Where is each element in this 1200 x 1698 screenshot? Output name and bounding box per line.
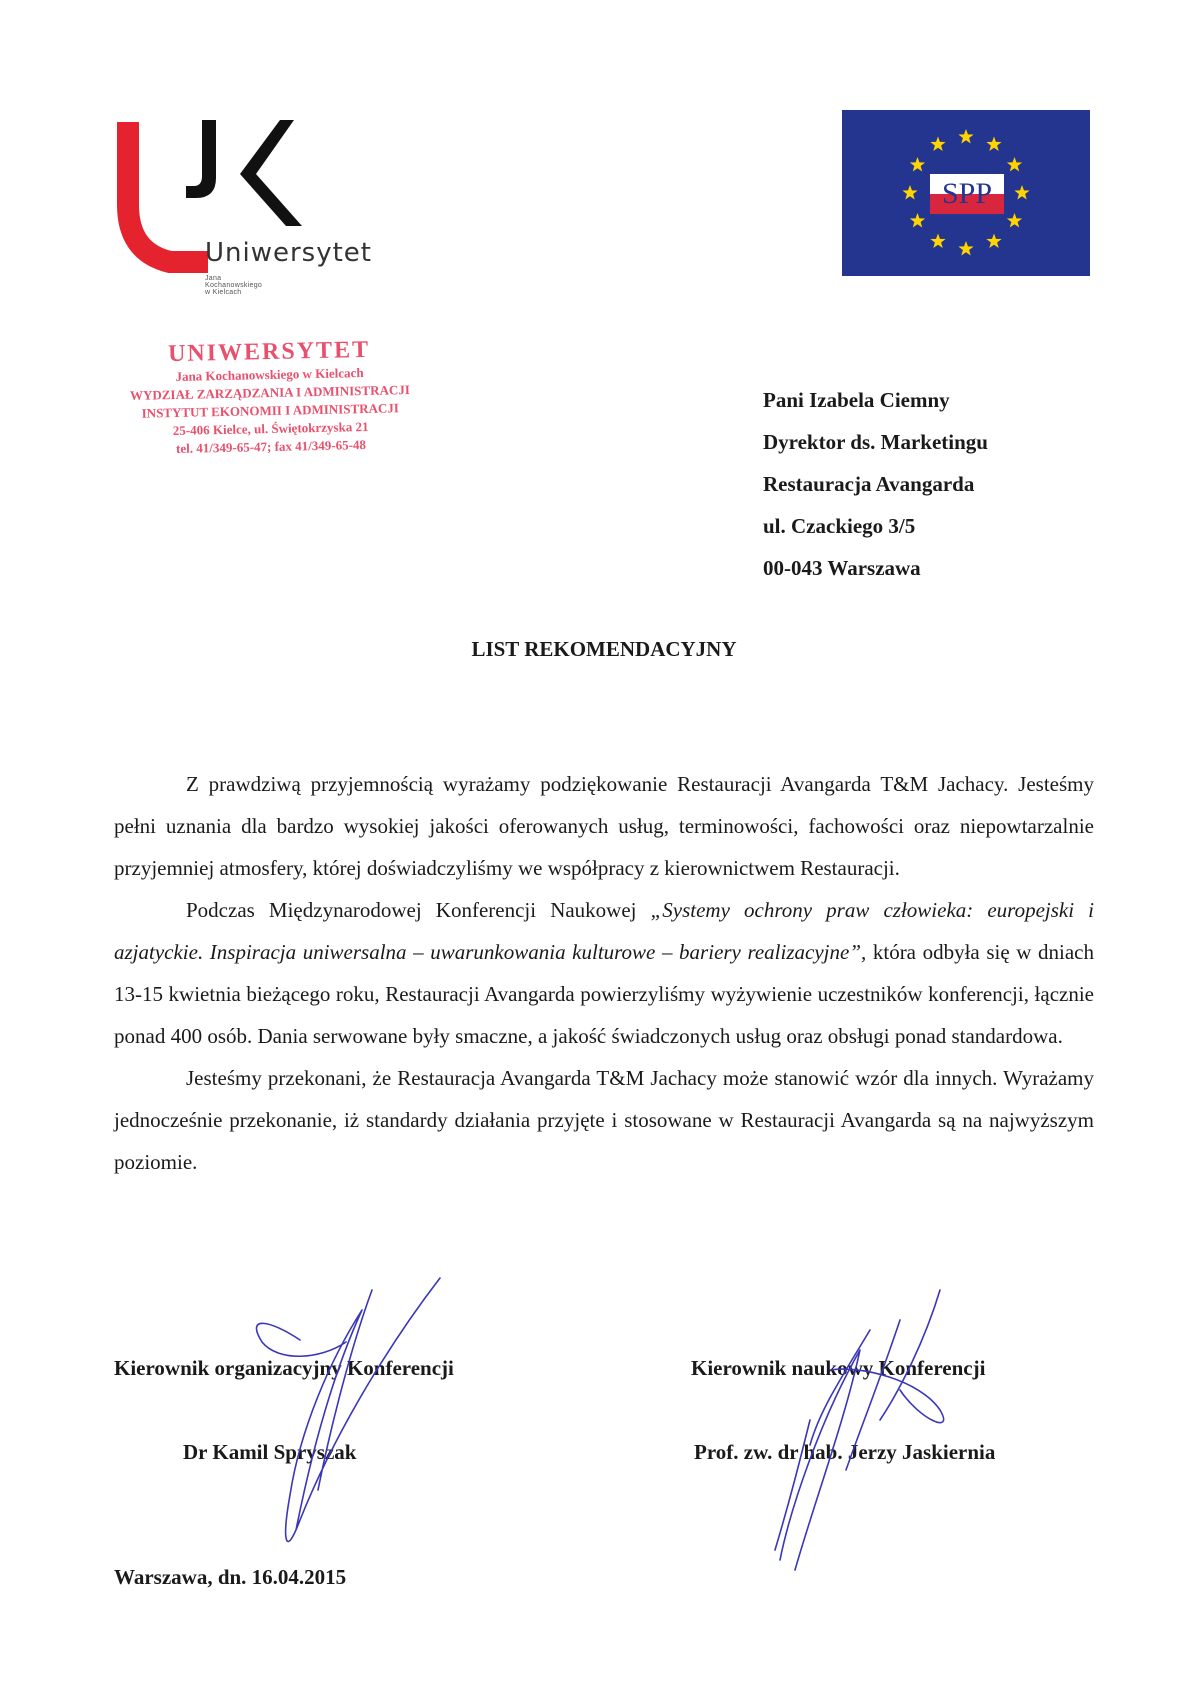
addressee-street: ul. Czackiego 3/5 bbox=[763, 514, 916, 538]
right-signatory-role: Kierownik naukowy Konferencji bbox=[691, 1356, 986, 1380]
addressee-name: Pani Izabela Ciemny bbox=[763, 388, 950, 412]
letter-heading: LIST REKOMENDACYJNY bbox=[471, 637, 737, 661]
stamp-line: INSTYTUT EKONOMII I ADMINISTRACJI bbox=[141, 400, 400, 421]
letter-body bbox=[114, 763, 1094, 1183]
conference-title: „Systemy ochrony praw człowieka: europejski i azjatyckie. Inspiracja uniwersalna – uwarunkowania kulturowe – bariery realizacyjne”, bbox=[114, 898, 1094, 964]
paragraph-2-intro: Podczas Międzynarodowej Konferencji Naukowej bbox=[186, 898, 651, 922]
paragraph-2 bbox=[114, 889, 1094, 1057]
university-stamp bbox=[99, 334, 441, 459]
place-date: Warszawa, dn. 16.04.2015 bbox=[114, 1565, 347, 1589]
spp-eu-flag bbox=[842, 110, 1090, 276]
spp-label: SPP bbox=[941, 177, 993, 210]
addressee-block bbox=[763, 385, 988, 595]
left-signatory-name: Dr Kamil Spryszak bbox=[183, 1440, 357, 1464]
handwritten-signatures bbox=[0, 1270, 1200, 1600]
addressee-city: 00-043 Warszawa bbox=[763, 556, 921, 580]
paragraph-1: Z prawdziwą przyjemnością wyrażamy podziękowanie Restauracji Avangarda T&M Jachacy. Jesteśmy pełni uznania dla bardzo wysokiej jakości oferowanych usług, terminowości, fachowości oraz niepowtarzalnie przyjemniej atmosfery, której doświadczyliśmy we współpracy z kierownictwem Restauracji. bbox=[114, 772, 1094, 880]
stamp-line: tel. 41/349-65-47; fax 41/349-65-48 bbox=[175, 437, 367, 456]
paragraph-3: Jesteśmy przekonani, że Restauracja Avangarda T&M Jachacy może stanowić wzór dla innych. Wyrażamy jednocześnie przekonanie, iż standardy działania przyjęte i stosowane w Restauracji Avangarda są na najwyższym poziomie. bbox=[114, 1066, 1094, 1174]
addressee-company: Restauracja Avangarda bbox=[763, 472, 975, 496]
right-signature bbox=[775, 1290, 944, 1570]
addressee-title: Dyrektor ds. Marketingu bbox=[763, 430, 988, 454]
stamp-line: Jana Kochanowskiego w Kielcach bbox=[175, 365, 364, 384]
paragraph-2-rest: która odbyła się w dniach 13-15 kwietnia bieżącego roku, Restauracji Avangarda powierzyliśmy wyżywienie uczestników konferencji, łącznie ponad 400 osób. Dania serwowane były smaczne, a jakość świadczonych usług oraz obsługi ponad standardowa. bbox=[114, 940, 1094, 1048]
logo-subtitle: Jana Kochanowskiego w Kielcach bbox=[205, 275, 263, 296]
left-signature bbox=[256, 1278, 440, 1542]
stamp-line: 25-406 Kielce, ul. Świętokrzyska 21 bbox=[172, 418, 369, 439]
right-signatory-name: Prof. zw. dr hab. Jerzy Jaskiernia bbox=[694, 1440, 996, 1464]
left-signatory-role: Kierownik organizacyjny Konferencji bbox=[114, 1356, 454, 1380]
logo-wordmark: Uniwersytet bbox=[205, 238, 372, 268]
stamp-line: WYDZIAŁ ZARZĄDZANIA I ADMINISTRACJI bbox=[129, 382, 410, 403]
stamp-title: UNIWERSYTET bbox=[167, 336, 371, 368]
